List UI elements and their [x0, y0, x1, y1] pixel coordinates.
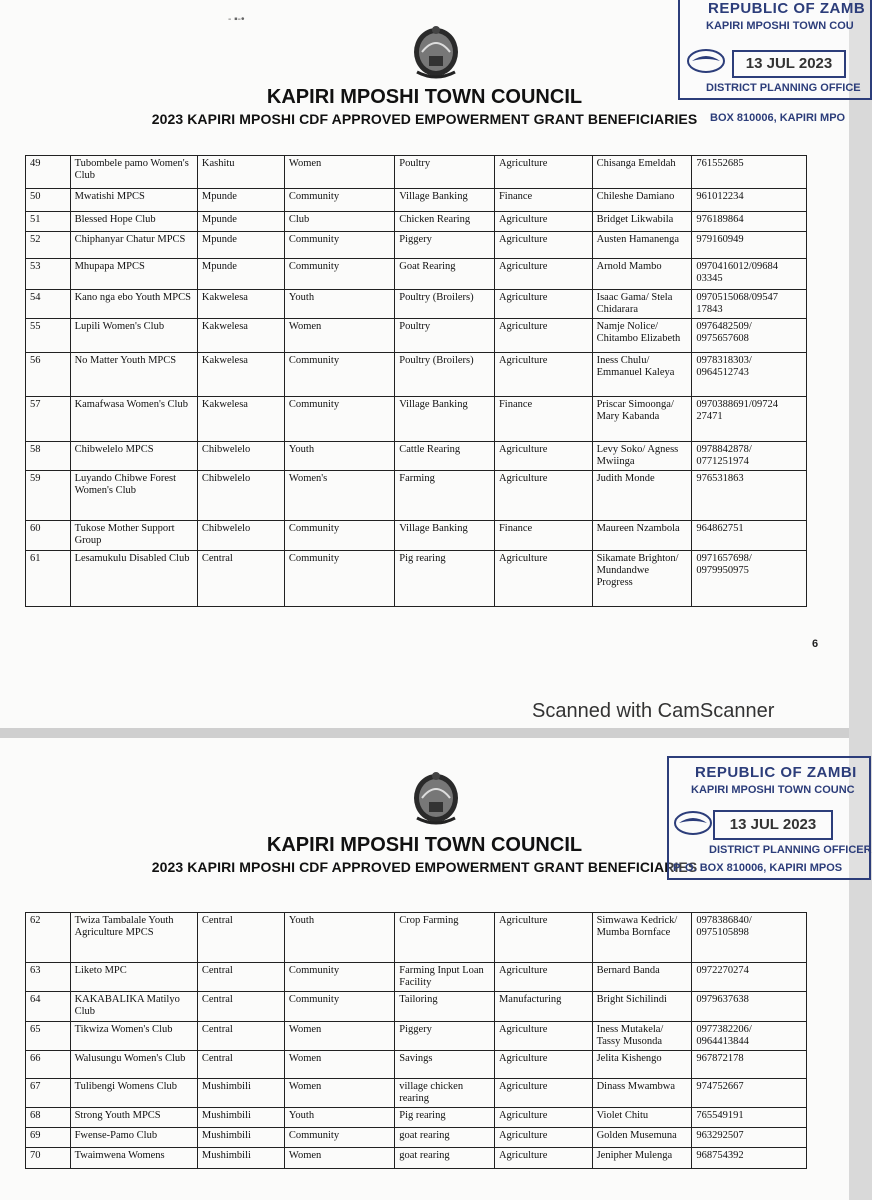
cell-sector: Agriculture — [494, 963, 592, 992]
cell-category: Community — [284, 992, 394, 1022]
cell-category: Community — [284, 521, 394, 551]
table-row — [26, 1148, 807, 1169]
cell-ward: Mpunde — [197, 259, 284, 290]
document-subtitle: 2023 KAPIRI MPOSHI CDF APPROVED EMPOWERMENT GRANT BENEFICIARIES — [151, 859, 698, 875]
cell-phone: 976189864 — [692, 212, 807, 232]
cell-name: Fwense-Pamo Club — [70, 1128, 197, 1148]
cell-name: Lesamukulu Disabled Club — [70, 551, 197, 607]
cell-ward: Central — [197, 992, 284, 1022]
cell-no: 54 — [26, 290, 71, 319]
cell-project: Village Banking — [395, 521, 495, 551]
cell-name: Chibwelelo MPCS — [70, 442, 197, 471]
cell-phone: 0971657698/ 0979950975 — [692, 551, 807, 607]
cell-name: Kano nga ebo Youth MPCS — [70, 290, 197, 319]
table-row — [26, 212, 807, 232]
cell-ward: Mushimbili — [197, 1108, 284, 1128]
cell-sector: Agriculture — [494, 1108, 592, 1128]
cell-category: Youth — [284, 1108, 394, 1128]
eagle-emblem-icon — [686, 48, 726, 74]
cell-sector: Agriculture — [494, 156, 592, 189]
cell-phone: 0977382206/ 0964413844 — [692, 1022, 807, 1051]
cell-contact: Violet Chitu — [592, 1108, 692, 1128]
cell-phone: 964862751 — [692, 521, 807, 551]
cell-sector: Finance — [494, 521, 592, 551]
cell-name: Blessed Hope Club — [70, 212, 197, 232]
cell-project: Goat Rearing — [395, 259, 495, 290]
cell-contact: Iness Chulu/ Emmanuel Kaleya — [592, 353, 692, 397]
cell-no: 62 — [26, 913, 71, 963]
cell-phone: 0972270274 — [692, 963, 807, 992]
cell-project: Savings — [395, 1051, 495, 1079]
stamp-address: BOX 810006, KAPIRI MPO — [710, 112, 846, 124]
stamp-office: DISTRICT PLANNING OFFICER — [709, 844, 872, 856]
table-row — [26, 1128, 807, 1148]
cell-name: Chiphanyar Chatur MPCS — [70, 232, 197, 259]
cell-contact: Simwawa Kedrick/ Mumba Bornface — [592, 913, 692, 963]
cell-category: Community — [284, 397, 394, 442]
cell-name: Tukose Mother Support Group — [70, 521, 197, 551]
cell-no: 58 — [26, 442, 71, 471]
cell-project: Pig rearing — [395, 1108, 495, 1128]
cell-name: Tikwiza Women's Club — [70, 1022, 197, 1051]
coat-of-arms-icon — [405, 22, 467, 84]
cell-category: Community — [284, 551, 394, 607]
cell-no: 63 — [26, 963, 71, 992]
cell-no: 50 — [26, 189, 71, 212]
cell-sector: Finance — [494, 189, 592, 212]
cell-ward: Mushimbili — [197, 1079, 284, 1108]
cell-project: Chicken Rearing — [395, 212, 495, 232]
cell-contact: Jenipher Mulenga — [592, 1148, 692, 1169]
table-row — [26, 992, 807, 1022]
cell-name: KAKABALIKA Matilyo Club — [70, 992, 197, 1022]
stamp-republic: REPUBLIC OF ZAMBI — [695, 764, 857, 781]
cell-project: Poultry — [395, 156, 495, 189]
cell-no: 52 — [26, 232, 71, 259]
cell-phone: 979160949 — [692, 232, 807, 259]
cell-phone: 976531863 — [692, 471, 807, 521]
cell-no: 57 — [26, 397, 71, 442]
table-row — [26, 521, 807, 551]
scan-mark: ‐ ▪‐• — [228, 14, 245, 25]
cell-ward: Central — [197, 963, 284, 992]
cell-contact: Jelita Kishengo — [592, 1051, 692, 1079]
cell-contact: Sikamate Brighton/ Mundandwe Progress — [592, 551, 692, 607]
cell-phone: 761552685 — [692, 156, 807, 189]
cell-no: 53 — [26, 259, 71, 290]
document-page-2 — [0, 738, 872, 1200]
cell-ward: Central — [197, 1022, 284, 1051]
table-row — [26, 259, 807, 290]
cell-phone: 963292507 — [692, 1128, 807, 1148]
cell-project: Village Banking — [395, 189, 495, 212]
coat-of-arms-icon — [405, 768, 467, 830]
cell-no: 64 — [26, 992, 71, 1022]
stamp-date: 13 JUL 2023 — [713, 810, 833, 840]
cell-phone: 974752667 — [692, 1079, 807, 1108]
cell-contact: Maureen Nzambola — [592, 521, 692, 551]
council-title: KAPIRI MPOSHI TOWN COUNCIL — [266, 86, 583, 108]
cell-ward: Mpunde — [197, 212, 284, 232]
cell-project: village chicken rearing — [395, 1079, 495, 1108]
cell-category: Community — [284, 963, 394, 992]
cell-category: Women — [284, 1148, 394, 1169]
cell-no: 68 — [26, 1108, 71, 1128]
cell-phone: 0978318303/ 0964512743 — [692, 353, 807, 397]
camscanner-watermark: Scanned with CamScanner — [532, 700, 775, 722]
cell-name: Luyando Chibwe Forest Women's Club — [70, 471, 197, 521]
table-row — [26, 1022, 807, 1051]
cell-ward: Central — [197, 1051, 284, 1079]
cell-project: Piggery — [395, 1022, 495, 1051]
cell-no: 67 — [26, 1079, 71, 1108]
cell-sector: Agriculture — [494, 442, 592, 471]
cell-contact: Bernard Banda — [592, 963, 692, 992]
cell-name: Twiza Tambalale Youth Agriculture MPCS — [70, 913, 197, 963]
cell-project: Village Banking — [395, 397, 495, 442]
cell-phone: 0976482509/ 0975657608 — [692, 319, 807, 353]
cell-sector: Agriculture — [494, 1128, 592, 1148]
cell-sector: Agriculture — [494, 551, 592, 607]
cell-no: 59 — [26, 471, 71, 521]
cell-name: No Matter Youth MPCS — [70, 353, 197, 397]
beneficiaries-table-1 — [25, 155, 807, 607]
table-row — [26, 319, 807, 353]
cell-no: 56 — [26, 353, 71, 397]
cell-name: Tubombele pamo Women's Club — [70, 156, 197, 189]
cell-contact: Levy Soko/ Agness Mwiinga — [592, 442, 692, 471]
cell-no: 51 — [26, 212, 71, 232]
table-row — [26, 1051, 807, 1079]
cell-sector: Agriculture — [494, 232, 592, 259]
table-row — [26, 913, 807, 963]
cell-contact: Iness Mutakela/ Tassy Musonda — [592, 1022, 692, 1051]
cell-category: Youth — [284, 290, 394, 319]
cell-sector: Agriculture — [494, 1079, 592, 1108]
cell-sector: Agriculture — [494, 259, 592, 290]
cell-phone: 961012234 — [692, 189, 807, 212]
cell-category: Women's — [284, 471, 394, 521]
cell-project: Poultry (Broilers) — [395, 353, 495, 397]
cell-name: Mhupapa MPCS — [70, 259, 197, 290]
cell-ward: Central — [197, 551, 284, 607]
official-stamp — [667, 756, 871, 880]
cell-ward: Mpunde — [197, 189, 284, 212]
cell-project: Poultry (Broilers) — [395, 290, 495, 319]
cell-contact: Bridget Likwabila — [592, 212, 692, 232]
cell-sector: Agriculture — [494, 353, 592, 397]
cell-sector: Agriculture — [494, 290, 592, 319]
stamp-republic: REPUBLIC OF ZAMB — [708, 0, 866, 17]
cell-name: Liketo MPC — [70, 963, 197, 992]
cell-category: Community — [284, 259, 394, 290]
cell-ward: Mpunde — [197, 232, 284, 259]
cell-no: 55 — [26, 319, 71, 353]
table-row — [26, 963, 807, 992]
table-row — [26, 397, 807, 442]
cell-project: Farming Input Loan Facility — [395, 963, 495, 992]
cell-category: Women — [284, 319, 394, 353]
cell-project: Tailoring — [395, 992, 495, 1022]
cell-project: Pig rearing — [395, 551, 495, 607]
cell-project: Farming — [395, 471, 495, 521]
cell-phone: 0970515068/09547 17843 — [692, 290, 807, 319]
cell-ward: Mushimbili — [197, 1148, 284, 1169]
official-stamp — [678, 0, 872, 100]
cell-contact: Golden Musemuna — [592, 1128, 692, 1148]
cell-contact: Isaac Gama/ Stela Chidarara — [592, 290, 692, 319]
document-subtitle: 2023 KAPIRI MPOSHI CDF APPROVED EMPOWERMENT GRANT BENEFICIARIES — [151, 111, 698, 127]
cell-sector: Agriculture — [494, 212, 592, 232]
stamp-council: KAPIRI MPOSHI TOWN COUNC — [691, 784, 855, 796]
cell-contact: Dinass Mwambwa — [592, 1079, 692, 1108]
cell-name: Kamafwasa Women's Club — [70, 397, 197, 442]
cell-sector: Agriculture — [494, 913, 592, 963]
cell-category: Club — [284, 212, 394, 232]
cell-sector: Agriculture — [494, 1022, 592, 1051]
cell-no: 69 — [26, 1128, 71, 1148]
cell-no: 61 — [26, 551, 71, 607]
cell-contact: Judith Monde — [592, 471, 692, 521]
cell-name: Tulibengi Womens Club — [70, 1079, 197, 1108]
table-row — [26, 551, 807, 607]
cell-project: Crop Farming — [395, 913, 495, 963]
page-number: 6 — [812, 638, 819, 650]
cell-ward: Chibwelelo — [197, 471, 284, 521]
cell-no: 66 — [26, 1051, 71, 1079]
cell-ward: Central — [197, 913, 284, 963]
cell-contact: Bright Sichilindi — [592, 992, 692, 1022]
cell-phone: 967872178 — [692, 1051, 807, 1079]
stamp-office: DISTRICT PLANNING OFFICE — [706, 82, 861, 94]
cell-sector: Manufacturing — [494, 992, 592, 1022]
cell-no: 60 — [26, 521, 71, 551]
cell-name: Strong Youth MPCS — [70, 1108, 197, 1128]
beneficiaries-table-2 — [25, 912, 807, 1169]
cell-phone: 0979637638 — [692, 992, 807, 1022]
cell-ward: Kashitu — [197, 156, 284, 189]
page-separator — [0, 728, 849, 738]
cell-sector: Agriculture — [494, 471, 592, 521]
cell-contact: Chileshe Damiano — [592, 189, 692, 212]
cell-contact: Austen Hamanenga — [592, 232, 692, 259]
cell-name: Mwatishi MPCS — [70, 189, 197, 212]
cell-phone: 968754392 — [692, 1148, 807, 1169]
cell-ward: Chibwelelo — [197, 521, 284, 551]
cell-project: Cattle Rearing — [395, 442, 495, 471]
cell-project: goat rearing — [395, 1128, 495, 1148]
table-row — [26, 189, 807, 212]
cell-sector: Agriculture — [494, 319, 592, 353]
cell-phone: 0978386840/ 0975105898 — [692, 913, 807, 963]
cell-sector: Agriculture — [494, 1051, 592, 1079]
eagle-emblem-icon — [673, 810, 713, 836]
council-title: KAPIRI MPOSHI TOWN COUNCIL — [266, 834, 583, 856]
table-row — [26, 1108, 807, 1128]
cell-name: Lupili Women's Club — [70, 319, 197, 353]
cell-category: Community — [284, 232, 394, 259]
cell-category: Women — [284, 156, 394, 189]
cell-phone: 765549191 — [692, 1108, 807, 1128]
cell-category: Youth — [284, 442, 394, 471]
cell-category: Women — [284, 1022, 394, 1051]
cell-contact: Arnold Mambo — [592, 259, 692, 290]
cell-name: Twaimwena Womens — [70, 1148, 197, 1169]
cell-sector: Agriculture — [494, 1148, 592, 1169]
cell-no: 65 — [26, 1022, 71, 1051]
table-row — [26, 471, 807, 521]
cell-phone: 0978842878/ 0771251974 — [692, 442, 807, 471]
cell-name: Walusungu Women's Club — [70, 1051, 197, 1079]
cell-phone: 0970388691/09724 27471 — [692, 397, 807, 442]
cell-project: Piggery — [395, 232, 495, 259]
cell-sector: Finance — [494, 397, 592, 442]
cell-ward: Kakwelesa — [197, 353, 284, 397]
cell-category: Community — [284, 353, 394, 397]
table-row — [26, 353, 807, 397]
table-row — [26, 232, 807, 259]
cell-category: Community — [284, 189, 394, 212]
cell-ward: Mushimbili — [197, 1128, 284, 1148]
stamp-date: 13 JUL 2023 — [732, 50, 846, 78]
cell-category: Women — [284, 1051, 394, 1079]
cell-category: Women — [284, 1079, 394, 1108]
cell-ward: Kakwelesa — [197, 397, 284, 442]
cell-ward: Kakwelesa — [197, 290, 284, 319]
stamp-address: P. O. BOX 810006, KAPIRI MPOS — [673, 862, 843, 874]
table-row — [26, 1079, 807, 1108]
cell-contact: Chisanga Emeldah — [592, 156, 692, 189]
cell-no: 49 — [26, 156, 71, 189]
cell-project: goat rearing — [395, 1148, 495, 1169]
cell-no: 70 — [26, 1148, 71, 1169]
cell-category: Community — [284, 1128, 394, 1148]
stamp-council: KAPIRI MPOSHI TOWN COU — [706, 20, 854, 32]
cell-category: Youth — [284, 913, 394, 963]
cell-ward: Kakwelesa — [197, 319, 284, 353]
cell-contact: Priscar Simoonga/ Mary Kabanda — [592, 397, 692, 442]
table-row — [26, 442, 807, 471]
cell-contact: Namje Nolice/ Chitambo Elizabeth — [592, 319, 692, 353]
cell-ward: Chibwelelo — [197, 442, 284, 471]
cell-project: Poultry — [395, 319, 495, 353]
table-row — [26, 156, 807, 189]
table-row — [26, 290, 807, 319]
cell-phone: 0970416012/09684 03345 — [692, 259, 807, 290]
